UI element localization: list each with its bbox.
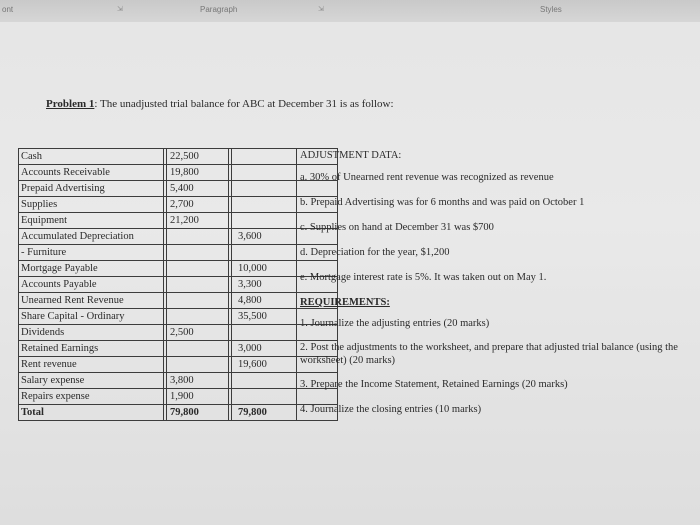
ribbon-styles-label[interactable]: Styles — [540, 5, 562, 14]
table-row — [19, 261, 338, 277]
table-row — [19, 213, 338, 229]
adjustment-item: a. 30% of Unearned rent revenue was recognized as revenue — [300, 172, 554, 183]
debit-cell — [167, 293, 229, 309]
adjustment-item: e. Mortgage interest rate is 5%. It was taken out on May 1. — [300, 272, 547, 283]
debit-cell: 3,800 — [167, 373, 229, 389]
account-cell: Rent revenue — [19, 357, 164, 373]
ribbon-font-label[interactable]: ont — [2, 5, 14, 14]
account-cell: Prepaid Advertising — [19, 181, 164, 197]
account-cell: Total — [19, 405, 164, 421]
account-cell: Salary expense — [19, 373, 164, 389]
debit-cell: 21,200 — [167, 213, 229, 229]
requirement-item: 4. Journalize the closing entries (10 marks) — [300, 404, 482, 415]
requirement-item: 2. Post the adjustments to the worksheet, and prepare that adjusted trial balance (using the worksheet) (20 marks) — [300, 342, 678, 366]
debit-cell — [167, 357, 229, 373]
ribbon-paragraph-label[interactable]: Paragraph — [200, 5, 238, 14]
debit-cell — [167, 277, 229, 293]
credit-cell: 35,500 — [232, 309, 297, 325]
account-cell: Accounts Receivable — [19, 165, 164, 181]
credit-cell: 19,600 — [232, 357, 297, 373]
table-row — [19, 341, 338, 357]
account-cell: Accumulated Depreciation — [19, 229, 164, 245]
problem-label: Problem 1 — [46, 98, 95, 110]
table-row — [19, 149, 338, 165]
debit-cell: 2,500 — [167, 325, 229, 341]
account-cell: Supplies — [19, 197, 164, 213]
document-page — [0, 22, 700, 525]
credit-cell: 79,800 — [232, 405, 297, 421]
table-row — [19, 325, 338, 341]
account-cell: Mortgage Payable — [19, 261, 164, 277]
problem-text: : The unadjusted trial balance for ABC at December 31 is as follow: — [94, 98, 394, 110]
credit-cell: 4,800 — [232, 293, 297, 309]
debit-cell — [167, 341, 229, 357]
credit-cell — [232, 389, 297, 405]
debit-cell: 79,800 — [167, 405, 229, 421]
adjustment-section — [300, 148, 695, 427]
credit-cell — [232, 197, 297, 213]
credit-cell — [232, 213, 297, 229]
problem-title — [46, 98, 394, 110]
credit-cell: 10,000 — [232, 261, 297, 277]
debit-cell: 22,500 — [167, 149, 229, 165]
adjustment-item: b. Prepaid Advertising was for 6 months and was paid on October 1 — [300, 197, 585, 208]
debit-cell — [167, 245, 229, 261]
account-cell: Dividends — [19, 325, 164, 341]
credit-cell — [232, 181, 297, 197]
account-cell: Retained Earnings — [19, 341, 164, 357]
credit-cell: 3,600 — [232, 229, 297, 245]
table-row — [19, 277, 338, 293]
table-row — [19, 245, 338, 261]
account-cell: Accounts Payable — [19, 277, 164, 293]
account-cell: Unearned Rent Revenue — [19, 293, 164, 309]
requirement-item: 1. Journalize the adjusting entries (20 marks) — [300, 318, 490, 329]
requirement-item: 3. Prepare the Income Statement, Retained Earnings (20 marks) — [300, 379, 568, 390]
credit-cell — [232, 373, 297, 389]
credit-cell — [232, 165, 297, 181]
table-row — [19, 309, 338, 325]
account-cell: Share Capital - Ordinary — [19, 309, 164, 325]
table-row — [19, 165, 338, 181]
debit-cell — [167, 261, 229, 277]
word-ribbon — [0, 0, 700, 23]
account-cell: Repairs expense — [19, 389, 164, 405]
credit-cell: 3,000 — [232, 341, 297, 357]
table-row — [19, 181, 338, 197]
account-cell: Cash — [19, 149, 164, 165]
account-cell: Equipment — [19, 213, 164, 229]
debit-cell: 2,700 — [167, 197, 229, 213]
account-cell: - Furniture — [19, 245, 164, 261]
credit-cell — [232, 149, 297, 165]
adjustment-heading: ADJUSTMENT DATA: — [300, 150, 402, 161]
adjustment-item: d. Depreciation for the year, $1,200 — [300, 247, 450, 258]
requirements-heading: REQUIREMENTS: — [300, 297, 390, 308]
table-row — [19, 197, 338, 213]
paragraph-dialog-launcher-icon[interactable]: ⇲ — [318, 6, 324, 13]
trial-balance-table — [18, 148, 338, 421]
table-row — [19, 357, 338, 373]
table-row — [19, 293, 338, 309]
debit-cell — [167, 229, 229, 245]
credit-cell — [232, 325, 297, 341]
debit-cell — [167, 309, 229, 325]
debit-cell: 19,800 — [167, 165, 229, 181]
credit-cell — [232, 245, 297, 261]
debit-cell: 1,900 — [167, 389, 229, 405]
debit-cell: 5,400 — [167, 181, 229, 197]
table-row — [19, 373, 338, 389]
credit-cell: 3,300 — [232, 277, 297, 293]
font-dialog-launcher-icon[interactable]: ⇲ — [117, 6, 123, 13]
adjustment-item: c. Supplies on hand at December 31 was $700 — [300, 222, 494, 233]
table-row — [19, 229, 338, 245]
table-row — [19, 389, 338, 405]
table-row — [19, 405, 338, 421]
